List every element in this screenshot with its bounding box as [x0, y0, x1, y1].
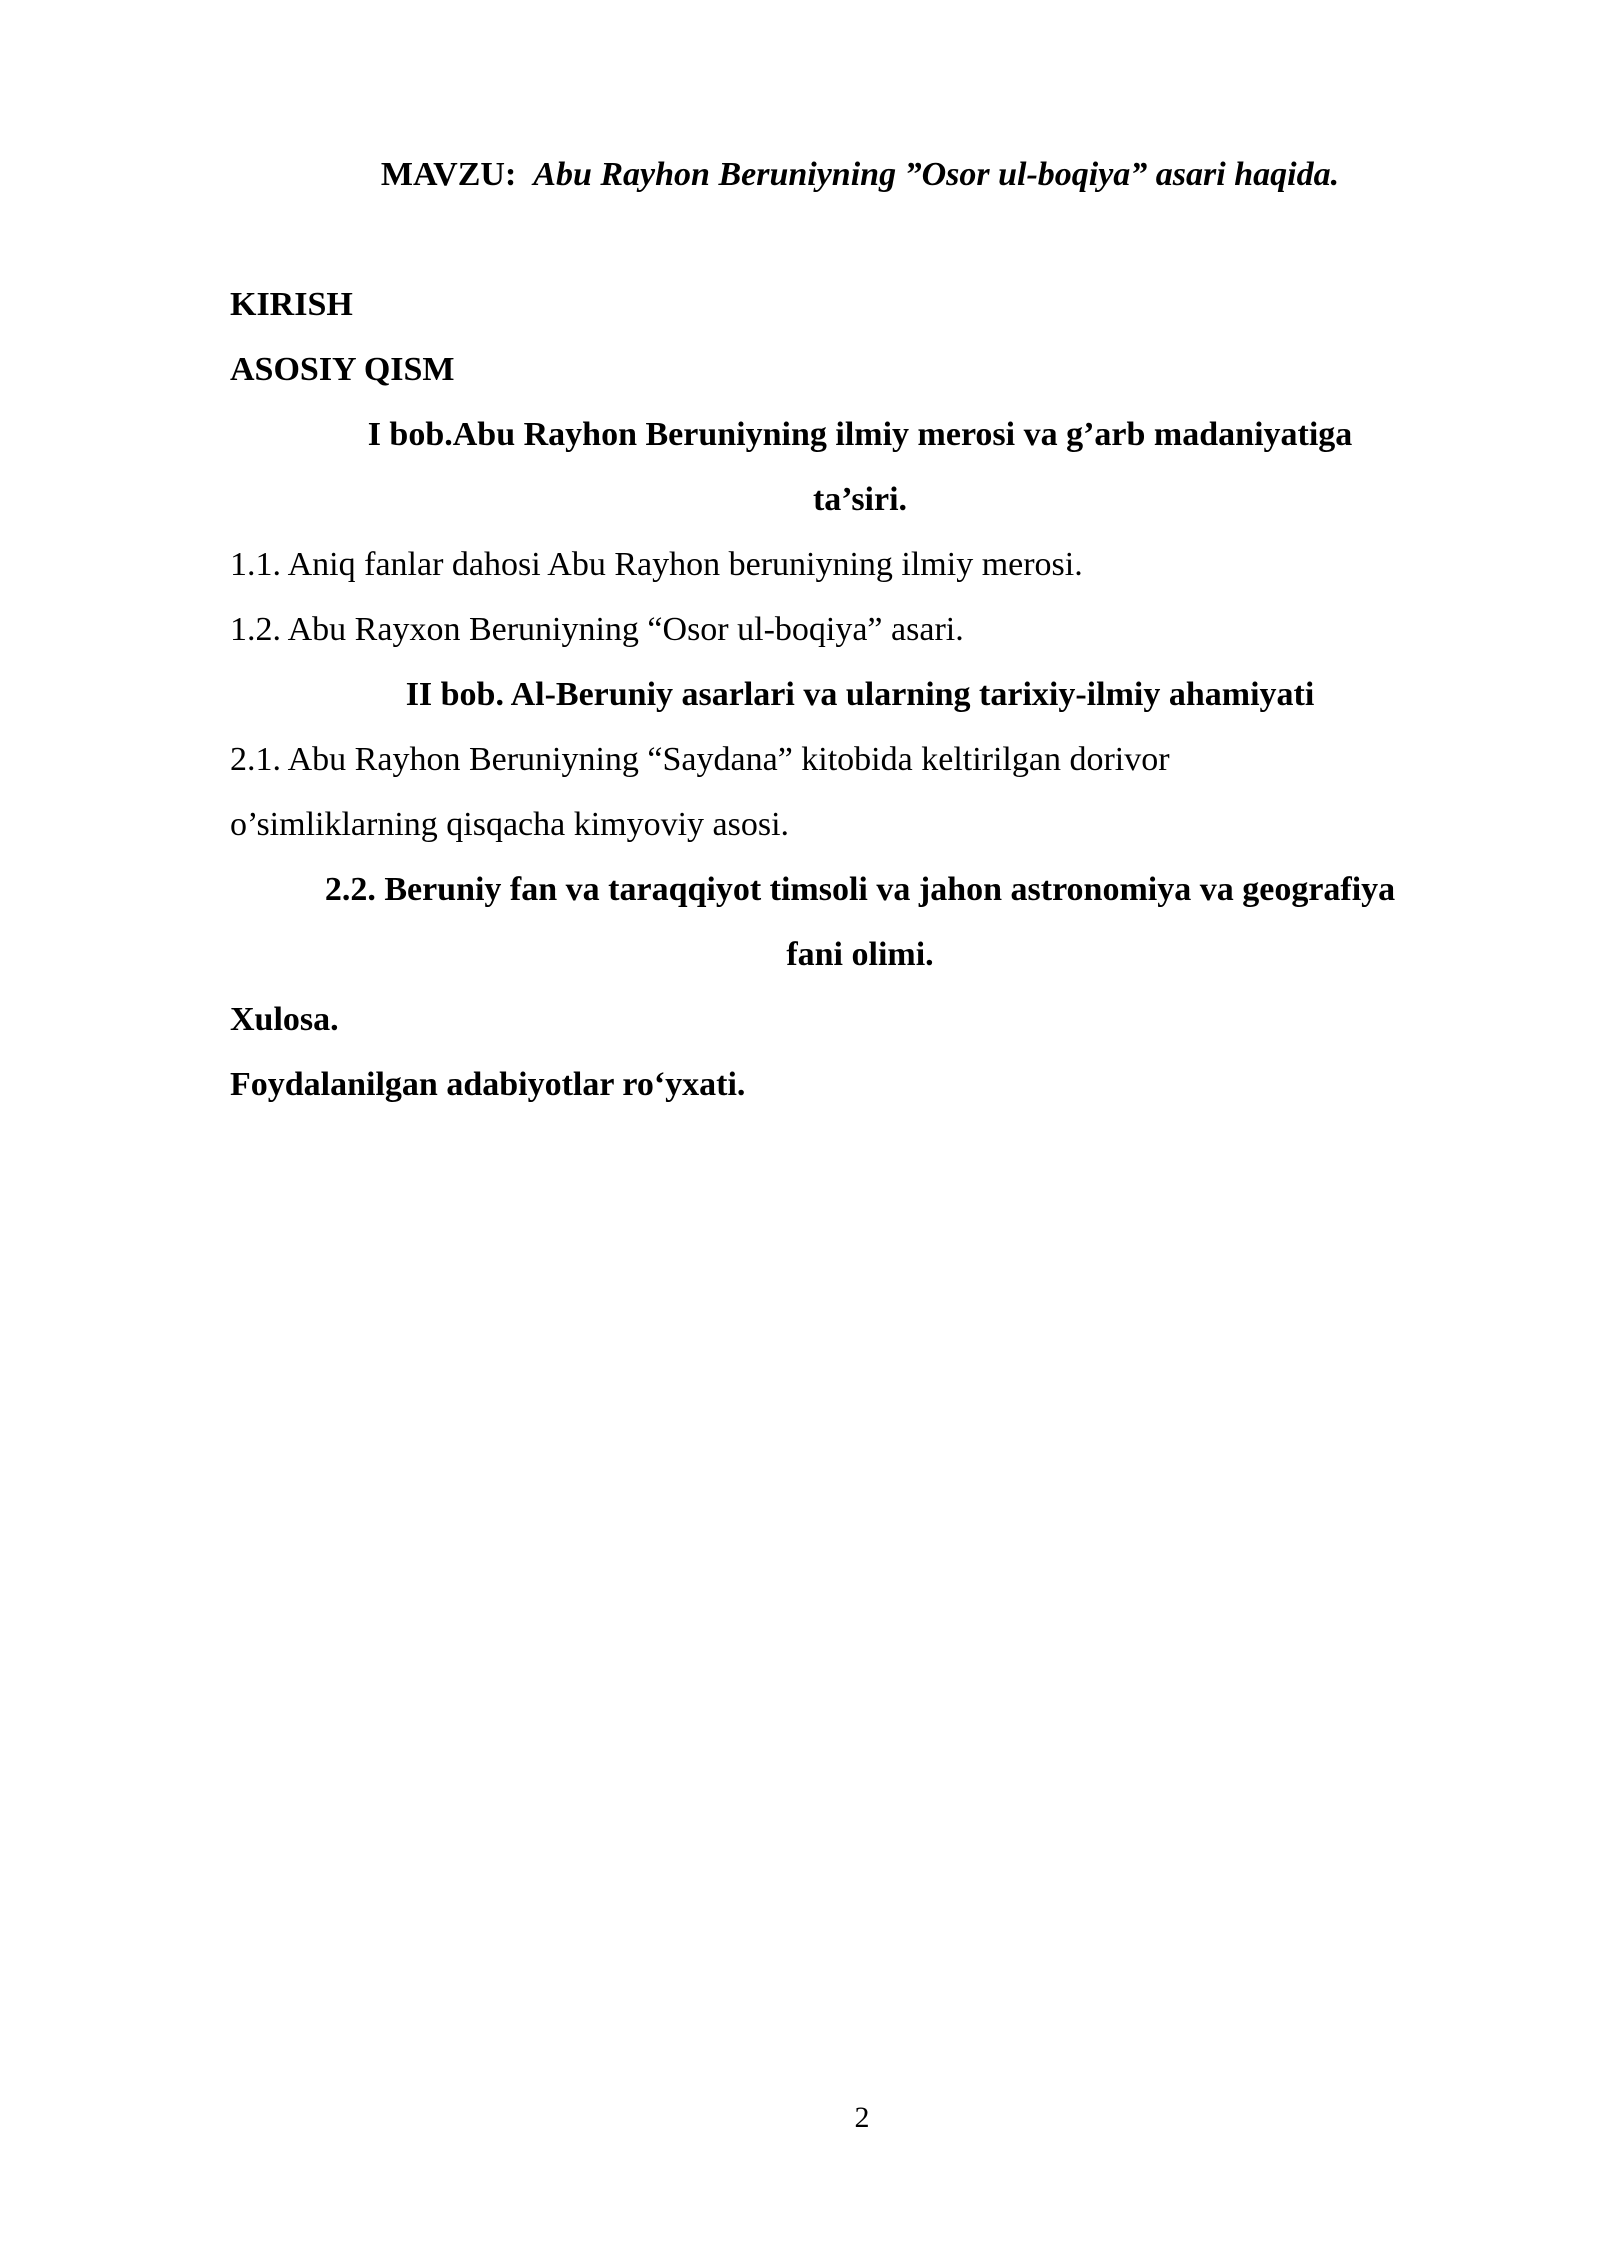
toc-chapter-1-line-1: I bob.Abu Rayhon Beruniyning ilmiy merosi va g’arb madaniyatiga — [367, 416, 1353, 453]
toc-references: Foydalanilgan adabiyotlar ro‘yxati. — [230, 1066, 746, 1103]
toc-section-1-2: 1.2. Abu Rayxon Beruniyning “Osor ul-boqiya” asari. — [230, 611, 964, 648]
toc-chapter-2: II bob. Al-Beruniy asarlari va ularning tarixiy-ilmiy ahamiyati — [405, 676, 1315, 713]
toc-intro: KIRISH — [230, 286, 353, 323]
toc-section-1-1: 1.1. Aniq fanlar dahosi Abu Rayhon beruniyning ilmiy merosi. — [230, 546, 1083, 583]
toc-section-2-2-line-1: 2.2. Beruniy fan va taraqqiyot timsoli va jahon astronomiya va geografiya — [324, 871, 1396, 908]
page-number: 2 — [854, 2101, 870, 2134]
document-title — [230, 155, 1490, 195]
toc-main-part: ASOSIY QISM — [230, 351, 455, 388]
toc-section-2-2-line-2: fani olimi. — [786, 936, 934, 973]
title-text: Abu Rayhon Beruniyning ”Osor ul-boqiya” asari haqida. — [533, 156, 1340, 193]
toc-section-2-1-line-2: o’simliklarning qisqacha kimyoviy asosi. — [230, 806, 790, 843]
title-prefix: MAVZU: — [380, 156, 517, 193]
toc-section-2-1-line-1: 2.1. Abu Rayhon Beruniyning “Saydana” kitobida keltirilgan dorivor — [230, 741, 1170, 778]
toc-conclusion: Xulosa. — [230, 1001, 339, 1038]
toc-chapter-1-line-2: ta’siri. — [812, 481, 908, 518]
